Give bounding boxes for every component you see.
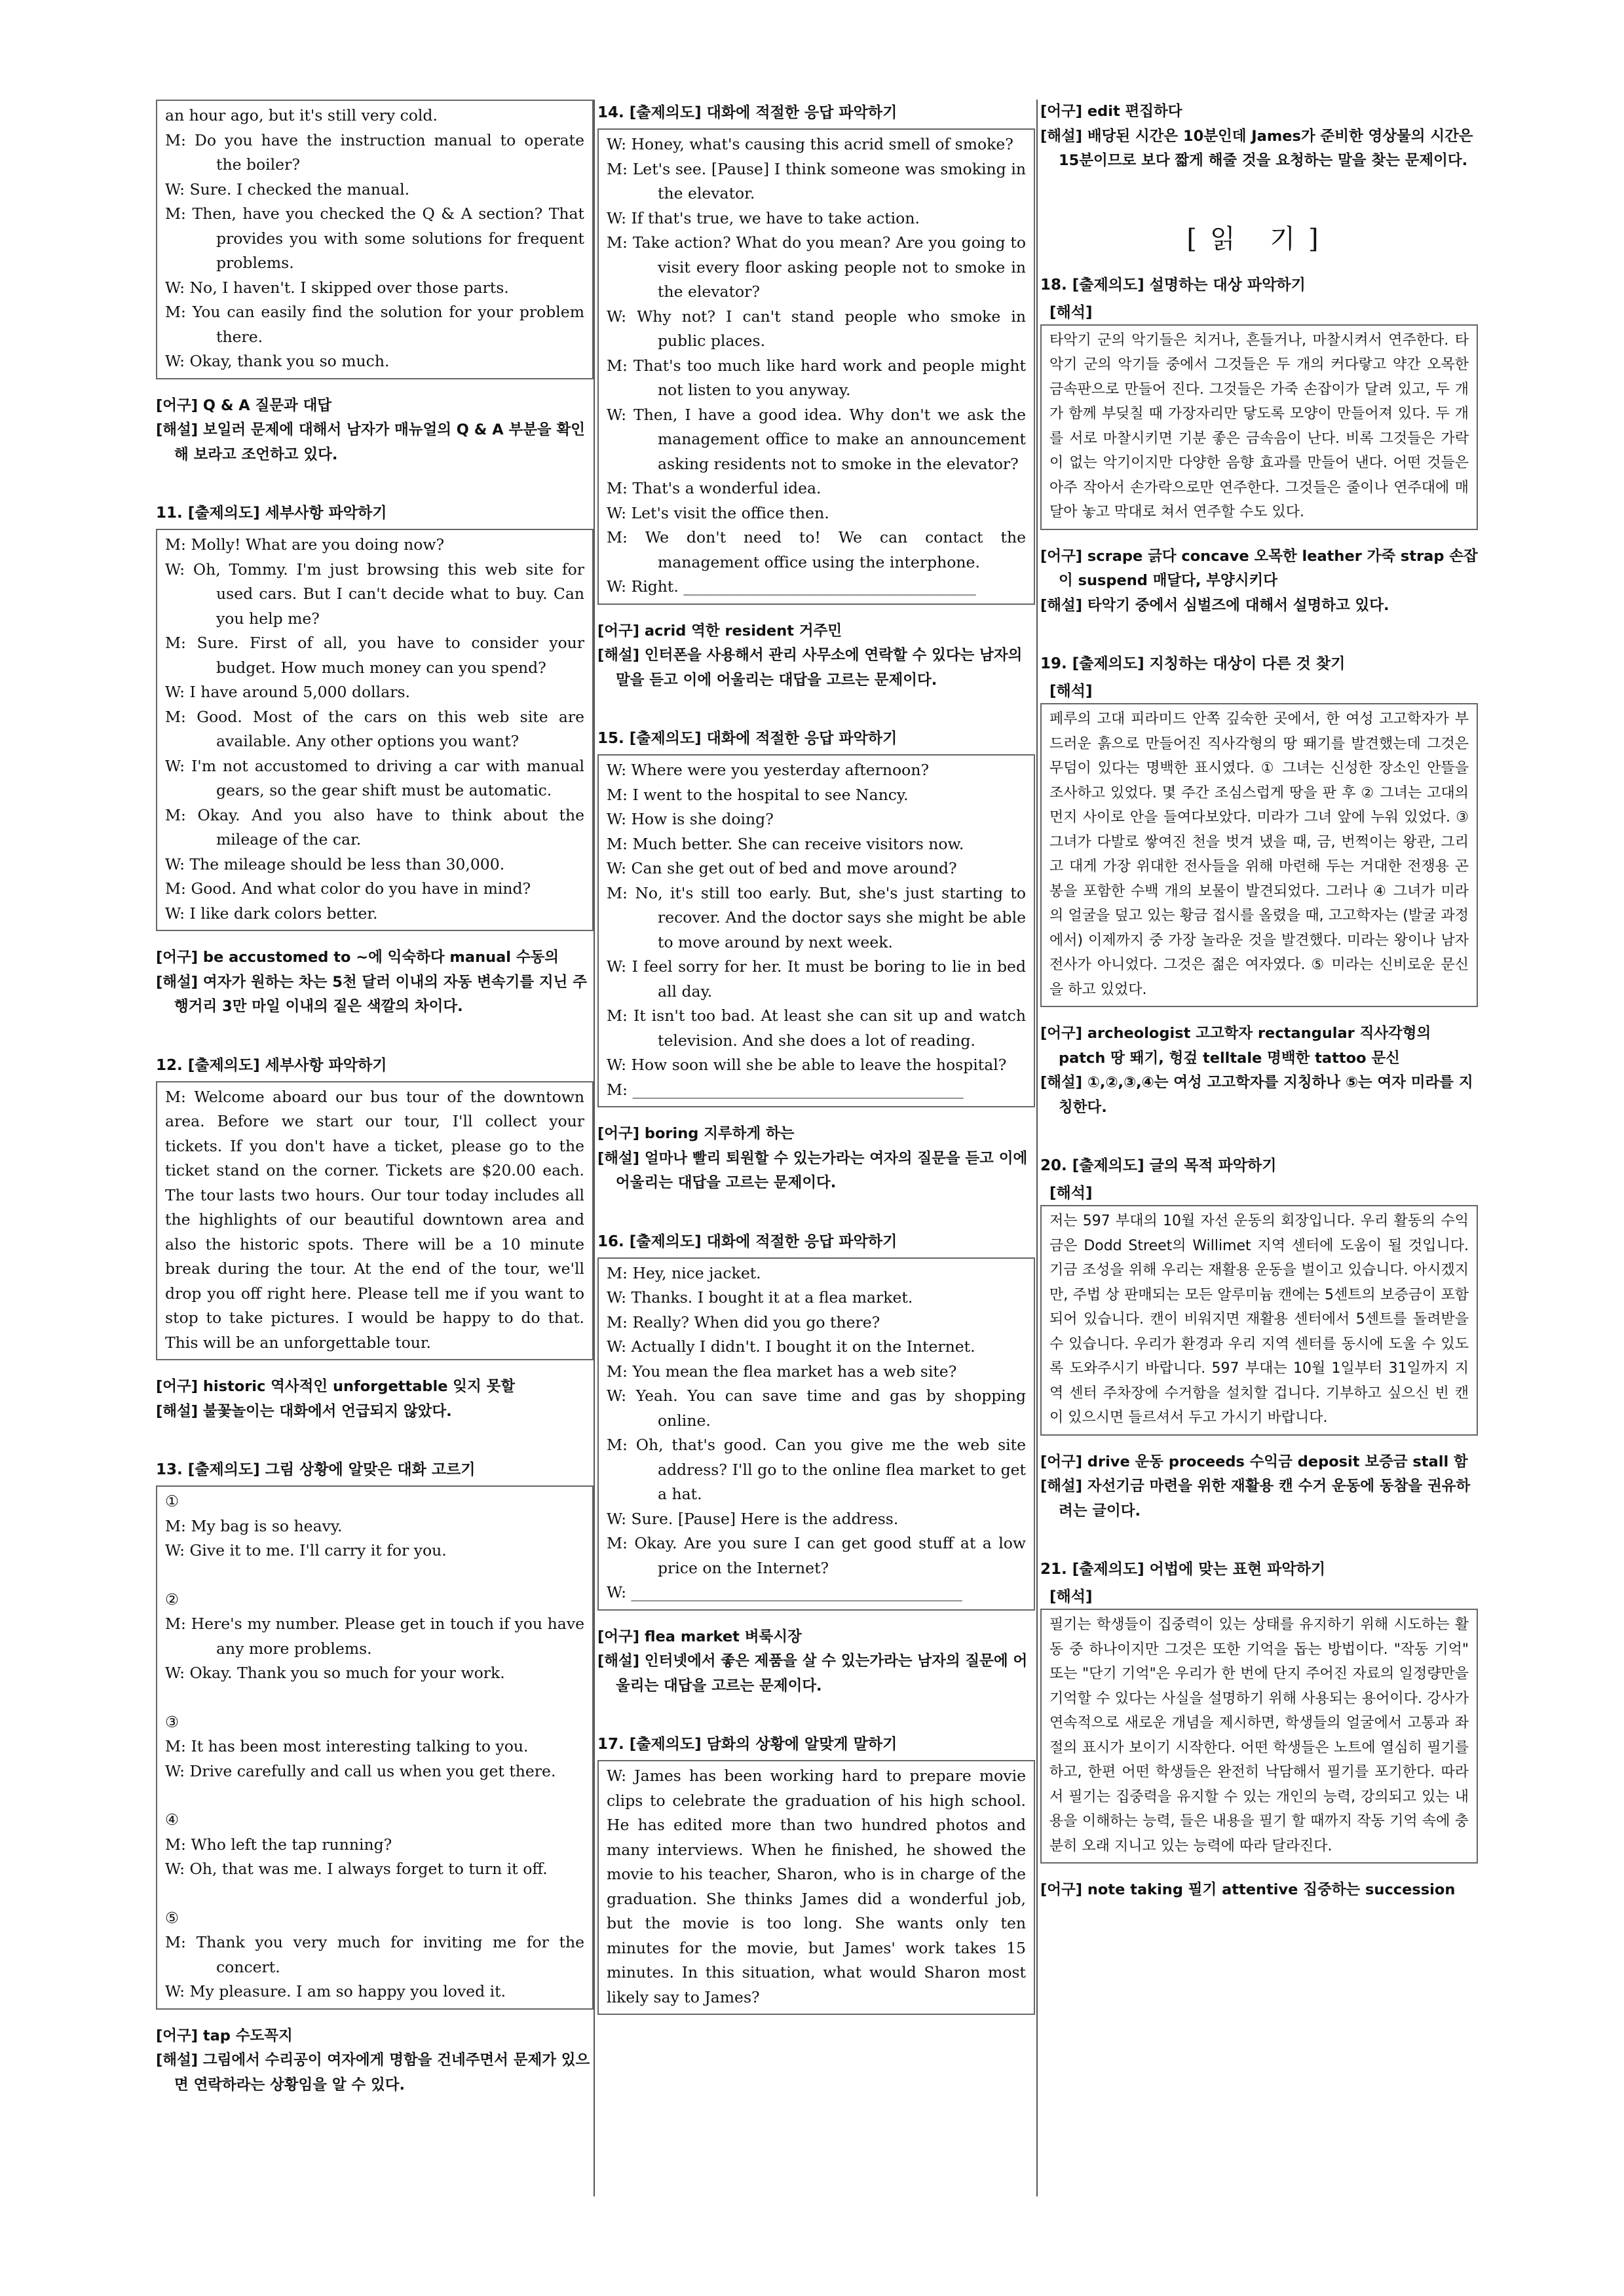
- dialogue-line: W: I'm not accustomed to driving a car with manual gears, so the gear shift must be automatic.: [165, 756, 590, 799]
- q14-title: 14. [출제의도] 대화에 적절한 응답 파악하기: [597, 104, 897, 121]
- dialogue-line: M: Okay. And you also have to think about the mileage of the car.: [165, 805, 590, 849]
- dialogue-line: W: Honey, what's causing this acrid smell of smoke?: [607, 135, 1013, 153]
- dialogue-line: M: Oh, that's good. Can you give me the web site address? I'll go to the online flea market to get a hat.: [607, 1436, 1031, 1503]
- option-number: ②: [165, 1590, 179, 1609]
- dialogue-line: W: Give it to me. I'll carry it for you.: [165, 1541, 447, 1559]
- q19-translation-box: [1040, 703, 1478, 1007]
- q15-vocab: [어구] boring 지루하게 하는: [597, 1125, 795, 1142]
- dialogue-line: W: ___________________________________________: [607, 1583, 962, 1601]
- q18-explanation: [해설] 타악기 중에서 심벌즈에 대해서 설명하고 있다.: [1040, 596, 1389, 614]
- q12-text: M: Welcome aboard our bus tour of the downtown area. Before we start our tour, I'll collect your tickets. If you don't have a ticket, please go to the ticket stand on the corner. Tickets are $20.00 each. The tour lasts two hours. Our tour today includes all the highlights of our beautiful downtown area and also the historic spots. There will be a 10 minute break during the tour. At the end of the tour, we'll drop you off right here. Please tell me if you want to stop to take pictures. I would be happy to do that. This will be an unforgettable tour.: [165, 1087, 590, 1352]
- dialogue-line: W: My pleasure. I am so happy you loved it.: [165, 1982, 506, 2000]
- dialogue-line: W: Where were you yesterday afternoon?: [607, 761, 930, 779]
- dialogue-line: W: Okay. Thank you so much for your work.: [165, 1664, 505, 1682]
- dialogue-line: M: Really? When did you go there?: [607, 1312, 880, 1331]
- dialogue-line: M: Here's my number. Please get in touch if you have any more problems.: [165, 1615, 590, 1658]
- dialogue-line: M: Sure. First of all, you have to consider your budget. How much money can you spend?: [165, 634, 590, 677]
- q10-explanation: [해설] 보일러 문제에 대해서 남자가 매뉴얼의 Q & A 부분을 확인해 보라고 조언하고 있다.: [156, 421, 585, 463]
- q19-explanation: [해설] ①,②,③,④는 여성 고고학자를 지칭하나 ⑤는 여자 미라를 지칭한다.: [1040, 1074, 1473, 1116]
- q14-explanation: [해설] 인터폰을 사용해서 관리 사무소에 연락할 수 있다는 남자의 말을 듣고 이에 어울리는 대답을 고르는 문제이다.: [597, 647, 1023, 689]
- column-1: [156, 100, 594, 2097]
- dialogue-line: M: Who left the tap running?: [165, 1835, 392, 1854]
- q12-title: 12. [출제의도] 세부사항 파악하기: [156, 1056, 387, 1074]
- q10-vocab: [어구] Q & A 질문과 대답: [156, 396, 332, 414]
- dialogue-line: M: That's a wonderful idea.: [607, 479, 821, 497]
- column-divider-1: [594, 100, 595, 2196]
- dialogue-line: W: Okay, thank you so much.: [165, 352, 390, 370]
- q11-vocab: [어구] be accustomed to ~에 익숙하다 manual 수동의: [156, 949, 559, 966]
- q18-translation-box: [1040, 324, 1478, 530]
- q17-vocab: [어구] edit 편집하다: [1040, 103, 1182, 120]
- column-2: [597, 100, 1035, 2029]
- q21-title: 21. [출제의도] 어법에 맞는 표현 파악하기: [1040, 1561, 1326, 1578]
- dialogue-line: W: The mileage should be less than 30,000.: [165, 854, 505, 873]
- q21-translation-box: [1040, 1609, 1478, 1864]
- q19-vocab: [어구] archeologist 고고학자 rectangular 직사각형의 patch 땅 뙈기, 헝겊 telltale 명백한 tattoo 문신: [1040, 1025, 1431, 1067]
- dialogue-line: M: Let's see. [Pause] I think someone was smoking in the elevator.: [607, 159, 1031, 202]
- q21-translation: 필기는 학생들이 집중력이 있는 상태를 유지하기 위해 시도하는 활동 중 하나이지만 그것은 또한 기억을 돕는 방법이다. "작동 기억" 또는 "단기 기억"은 우리가 한 번에 단지 주어진 자료의 일정량만을 기억할 수 있다는 사실을 설명하기 위해 사용되는 용어이다. 강사가 연속적으로 새로운 개념을 제시하면, 학생들의 얼굴에서 고통과 좌절의 표시가 보이기 시작한다. 어떤 학생들은 노트에 열심히 필기를 하고, 한편 어떤 학생들은 완전히 낙담해서 필기를 포기한다. 따라서 필기는 집중력을 유지할 수 있는 개인의 능력, 강의되고 있는 내용을 이해하는 능력, 들은 내용을 필기 할 때까지 작동 기억 속에 충분히 오래 지니고 있는 능력에 따라 달라진다.: [1049, 1617, 1469, 1854]
- q18-title: 18. [출제의도] 설명하는 대상 파악하기: [1040, 276, 1306, 294]
- dialogue-line: an hour ago, but it's still very cold.: [165, 106, 438, 124]
- dialogue-line: M: Good. And what color do you have in mind?: [165, 879, 531, 898]
- dialogue-line: W: Then, I have a good idea. Why don't we ask the management office to make an announcement asking residents not to smoke in the elevator?: [607, 405, 1031, 473]
- dialogue-line: M: That's too much like hard work and people might not listen to you anyway.: [607, 356, 1031, 399]
- q10-notes: [156, 394, 594, 468]
- q13-vocab: [어구] tap 수도꼭지: [156, 2027, 293, 2044]
- column-3: [1040, 100, 1478, 1903]
- option-number: ①: [165, 1492, 179, 1510]
- dialogue-line: W: How soon will she be able to leave the hospital?: [607, 1056, 1007, 1074]
- q20-explanation: [해설] 자선기금 마련을 위한 재활용 캔 수거 운동에 동참을 권유하려는 글이다.: [1040, 1478, 1471, 1520]
- dialogue-line: M: We don't need to! We can contact the management office using the interphone.: [607, 528, 1031, 571]
- dialogue-line: W: Let's visit the office then.: [607, 503, 829, 522]
- option-number: ④: [165, 1810, 179, 1829]
- dialogue-line: W: Drive carefully and call us when you get there.: [165, 1761, 556, 1780]
- q13-explanation: [해설] 그림에서 수리공이 여자에게 명함을 건네주면서 문제가 있으면 연락하라는 상황임을 알 수 있다.: [156, 2052, 590, 2094]
- dialogue-line: M: I went to the hospital to see Nancy.: [607, 785, 909, 804]
- q18-translation-tag: [해석]: [1049, 303, 1093, 321]
- dialogue-line: M: It has been most interesting talking to you.: [165, 1737, 529, 1755]
- q18-translation: 타악기 군의 악기들은 치거나, 흔들거나, 마찰시켜서 연주한다. 타악기 군의 악기들 중에서 그것들은 두 개의 커다랗고 약간 오목한 금속판으로 만들어 진다. 그것들은 가죽 손잡이가 달려 있고, 두 개가 함께 부딪칠 때 가장자리만 닿도록 모양이 만들어져 있다. 두 개를 서로 마찰시키면 기분 좋은 금속음이 난다. 비록 그것들은 가락이 없는 악기이지만 다양한 음향 효과를 만들어 낸다. 어떤 것들은 아주 작아서 손가락으로만 연주한다. 그것들은 줄이나 연주대에 매달아 놓고 막대로 쳐서 연주할 수도 있다.: [1049, 332, 1469, 520]
- q17-explanation: [해설] 배당된 시간은 10분인데 James가 준비한 영상물의 시간은 15분이므로 보다 짧게 해줄 것을 요청하는 말을 찾는 문제이다.: [1040, 127, 1473, 169]
- dialogue-line: M: Do you have the instruction manual to operate the boiler?: [165, 130, 590, 174]
- reading-section-heading: [읽 기]: [1186, 223, 1332, 254]
- q12-vocab: [어구] historic 역사적인 unforgettable 잊지 못할: [156, 1378, 516, 1395]
- q15-dialogue-box: [597, 754, 1035, 1107]
- dialogue-line: W: Thanks. I bought it at a flea market.: [607, 1288, 913, 1307]
- q20-title: 20. [출제의도] 글의 목적 파악하기: [1040, 1157, 1277, 1174]
- q17-title: 17. [출제의도] 담화의 상황에 알맞게 말하기: [597, 1736, 897, 1753]
- q20-translation-tag: [해석]: [1049, 1185, 1093, 1202]
- dialogue-line: M: Molly! What are you doing now?: [165, 535, 445, 554]
- q11-dialogue-box: [156, 529, 594, 931]
- q20-translation: 저는 597 부대의 10월 자선 운동의 회장입니다. 우리 활동의 수익금은 Dodd Street의 Willimet 지역 센터에 도움이 될 것입니다. 기금 조성을 위해 우리는 재활용 운동을 벌이고 있습니다. 아시겠지만, 주법 상 판매되는 모든 알루미늄 캔에는 5센트의 보증금이 포함되어 있습니다. 캔이 비워지면 재활용 센터에서 5센트를 돌려받을 수 있습니다. 우리가 환경과 우리 지역 센터를 동시에 도울 수 있도록 도와주시기 바랍니다. 597 부대는 10월 1일부터 31일까지 지역 센터 주차장에 수거함을 설치할 겁니다. 기부하고 싶으신 빈 캔이 있으시면 들르셔서 두고 가시기 바랍니다.: [1049, 1213, 1469, 1426]
- q11-explanation: [해설] 여자가 원하는 차는 5천 달러 이내의 자동 변속기를 지닌 주행거리 3만 마일 이내의 짙은 색깔의 차이다.: [156, 973, 587, 1015]
- dialogue-line: M: No, it's still too early. But, she's just starting to recover. And the doctor says she might be able to move around by next week.: [607, 883, 1031, 951]
- dialogue-line: M: Good. Most of the cars on this web site are available. Any other options you want?: [165, 707, 590, 750]
- dialogue-line: M: Then, have you checked the Q & A section? That provides you with some solutions for frequent problems.: [165, 204, 590, 272]
- q12-explanation: [해설] 불꽃놀이는 대화에서 언급되지 않았다.: [156, 1402, 452, 1420]
- q20-vocab: [어구] drive 운동 proceeds 수익금 deposit 보증금 stall 함: [1040, 1453, 1468, 1470]
- dialogue-line: M: Hey, nice jacket.: [607, 1263, 761, 1282]
- q11-title: 11. [출제의도] 세부사항 파악하기: [156, 505, 387, 522]
- q21-translation-tag: [해석]: [1049, 1588, 1093, 1605]
- q14-vocab: [어구] acrid 역한 resident 거주민: [597, 622, 842, 640]
- dialogue-line: W: Sure. [Pause] Here is the address.: [607, 1509, 899, 1528]
- dialogue-line: M: Okay. Are you sure I can get good stuff at a low price on the Internet?: [607, 1534, 1031, 1577]
- q17-text: W: James has been working hard to prepare movie clips to celebrate the graduation of his high school. He has edited more than two hundred photos and many interviews. When he finished, he showed the movie to his teacher, Sharon, who is in charge of the graduation. She thinks James did a wonderful job, but the movie is too long. She wants only ten minutes for the movie, but James' work takes 15 minutes. In this situation, what would Sharon most likely say to James?: [607, 1767, 1031, 2006]
- q19-translation-tag: [해석]: [1049, 683, 1093, 700]
- q12-monologue-box: [156, 1081, 594, 1361]
- dialogue-line: M: Thank you very much for inviting me for the concert.: [165, 1933, 590, 1976]
- dialogue-line: W: Oh, that was me. I always forget to turn it off.: [165, 1860, 548, 1878]
- q15-explanation: [해설] 얼마나 빨리 퇴원할 수 있는가라는 여자의 질문을 듣고 이에 어울리는 대답을 고르는 문제이다.: [597, 1149, 1028, 1191]
- dialogue-line: M: Take action? What do you mean? Are you going to visit every floor asking people not to smoke in the elevator?: [607, 233, 1031, 301]
- dialogue-line: W: I have around 5,000 dollars.: [165, 683, 410, 701]
- q15-title: 15. [출제의도] 대화에 적절한 응답 파악하기: [597, 730, 897, 747]
- dialogue-line: W: I feel sorry for her. It must be boring to lie in bed all day.: [607, 957, 1031, 1001]
- dialogue-line: M: You can easily find the solution for your problem there.: [165, 303, 590, 346]
- dialogue-line: W: Actually I didn't. I bought it on the Internet.: [607, 1337, 975, 1356]
- dialogue-line: W: If that's true, we have to take action.: [607, 208, 920, 227]
- q19-translation: 페루의 고대 피라미드 안쪽 깊숙한 곳에서, 한 여성 고고학자가 부드러운 흙으로 만들어진 직사각형의 땅 뙈기를 발견했는데 그것은 무덤이 있다는 명백한 표시였다. ① 그녀는 신성한 장소인 안뜰을 조사하고 있었다. 몇 주간 조심스럽게 땅을 판 후 ② 그녀는 고대의 먼지 사이로 안을 들여다보았다. 미라가 그녀 앞에 누워 있었다. ③ 그녀가 다발로 쌓여진 천을 벗겨 냈을 때, 금, 번쩍이는 왕관, 그리고 대게 가장 위대한 전사들을 위해 마련해 두는 거대한 전쟁용 곤봉을 포함한 수백 개의 보물이 발견되었다. 그러나 ④ 그녀가 미라의 얼굴을 덮고 있는 황금 접시를 올렸을 때, 고고학자는 (발굴 과정에서) 이제까지 중 가장 놀라운 것을 발견했다. 미라는 왕이나 남자 전사가 아니었다. 그것은 젊은 여자였다. ⑤ 미라는 신비로운 문신을 하고 있었다.: [1049, 711, 1469, 998]
- q13-options-box: [156, 1485, 594, 2010]
- dialogue-line: W: Sure. I checked the manual.: [165, 180, 410, 199]
- dialogue-line: W: How is she doing?: [607, 810, 774, 828]
- dialogue-line: M: It isn't too bad. At least she can sit up and watch television. And she does a lot of reading.: [607, 1006, 1031, 1050]
- q21-vocab: [어구] note taking 필기 attentive 집중하는 succession: [1040, 1881, 1456, 1898]
- q16-vocab: [어구] flea market 벼룩시장: [597, 1628, 802, 1645]
- dialogue-line: W: Right. ______________________________________: [607, 577, 976, 596]
- dialogue-line: W: Can she get out of bed and move around?: [607, 859, 957, 877]
- dialogue-line: M: Much better. She can receive visitors now.: [607, 834, 964, 853]
- dialogue-line: W: Oh, Tommy. I'm just browsing this web site for used cars. But I can't decide what to buy. Can you help me?: [165, 560, 590, 628]
- q19-title: 19. [출제의도] 지칭하는 대상이 다른 것 찾기: [1040, 655, 1346, 672]
- dialogue-line: W: I like dark colors better.: [165, 904, 378, 923]
- q16-explanation: [해설] 인터넷에서 좋은 제품을 살 수 있는가라는 남자의 질문에 어울리는 대답을 고르는 문제이다.: [597, 1653, 1028, 1694]
- q17-monologue-box: [597, 1760, 1035, 2015]
- q13-title: 13. [출제의도] 그림 상황에 알맞은 대화 고르기: [156, 1461, 476, 1478]
- q16-title: 16. [출제의도] 대화에 적절한 응답 파악하기: [597, 1233, 897, 1250]
- q18-vocab: [어구] scrape 긁다 concave 오목한 leather 가죽 strap 손잡이 suspend 매달다, 부양시키다: [1040, 547, 1478, 589]
- q10-dialogue-box: [156, 100, 594, 379]
- dialogue-line: W: Yeah. You can save time and gas by shopping online.: [607, 1387, 1031, 1430]
- dialogue-line: M: You mean the flea market has a web site?: [607, 1362, 957, 1381]
- dialogue-line: W: Why not? I can't stand people who smoke in public places.: [607, 307, 1031, 350]
- dialogue-line: W: No, I haven't. I skipped over those parts.: [165, 278, 509, 297]
- option-number: ③: [165, 1712, 179, 1731]
- dialogue-line: M: ___________________________________________: [607, 1080, 964, 1099]
- q14-dialogue-box: [597, 128, 1035, 605]
- option-number: ⑤: [165, 1908, 179, 1927]
- q16-dialogue-box: [597, 1257, 1035, 1611]
- column-divider-2: [1036, 100, 1038, 2196]
- q20-translation-box: [1040, 1205, 1478, 1436]
- dialogue-line: M: My bag is so heavy.: [165, 1516, 343, 1535]
